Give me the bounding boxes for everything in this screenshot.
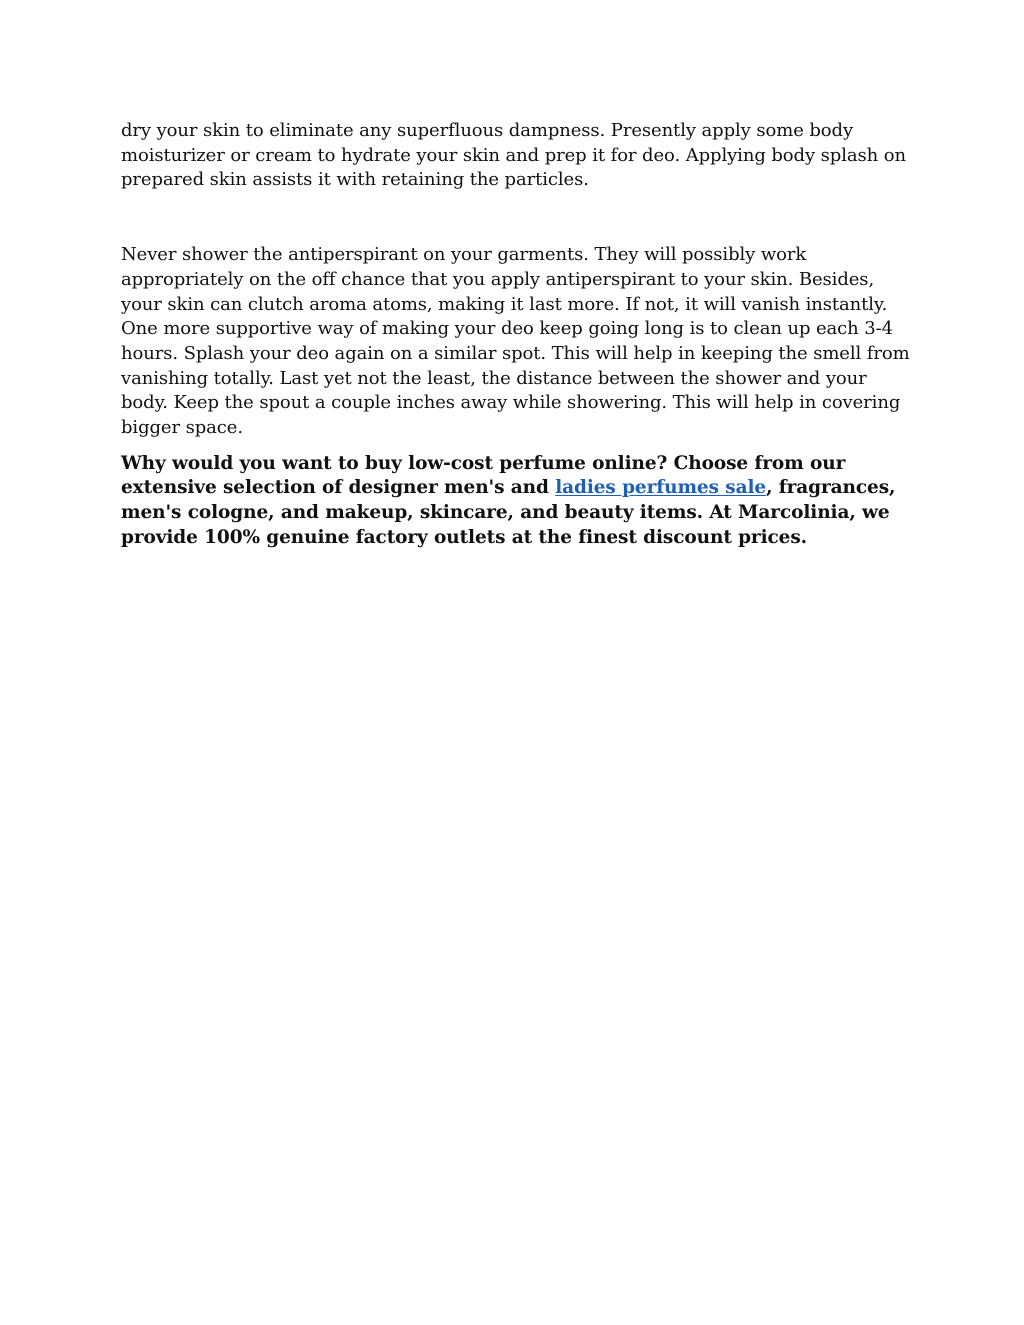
paragraph-skin-prep: dry your skin to eliminate any superfluous dampness. Presently apply some body moisturizer or cream to hydrate your skin and prep it for deo. Applying body splash on prepared skin assists it with retaining the particles. (121, 120, 906, 191)
ladies-perfumes-sale-link[interactable]: ladies perfumes sale (555, 477, 767, 499)
paragraph-3-text-before-link: Why would you want to buy low-cost perfume online? Choose from our extensive selection of designer men's and (121, 452, 846, 499)
paragraph-buy-perfume-online (121, 452, 911, 551)
document-body (121, 119, 911, 551)
paragraph-3-text-after-link: , fragrances, men's cologne, and makeup, skincare, and beauty items. At Marcolinia, we provide 100% genuine factory outlets at the finest discount prices. (121, 477, 896, 548)
paragraph-antiperspirant-tips: Never shower the antiperspirant on your garments. They will possibly work appropriately on the off chance that you apply antiperspirant to your skin. Besides, your skin can clutch aroma atoms, making it last more. If not, it will vanish instantly. One more supportive way of making your deo keep going long is to clean up each 3-4 hours. Splash your deo again on a similar spot. This will help in keeping the smell from vanishing totally. Last yet not the least, the distance between the shower and your body. Keep the spout a couple inches away while showering. This will help in covering bigger space. (121, 244, 910, 439)
